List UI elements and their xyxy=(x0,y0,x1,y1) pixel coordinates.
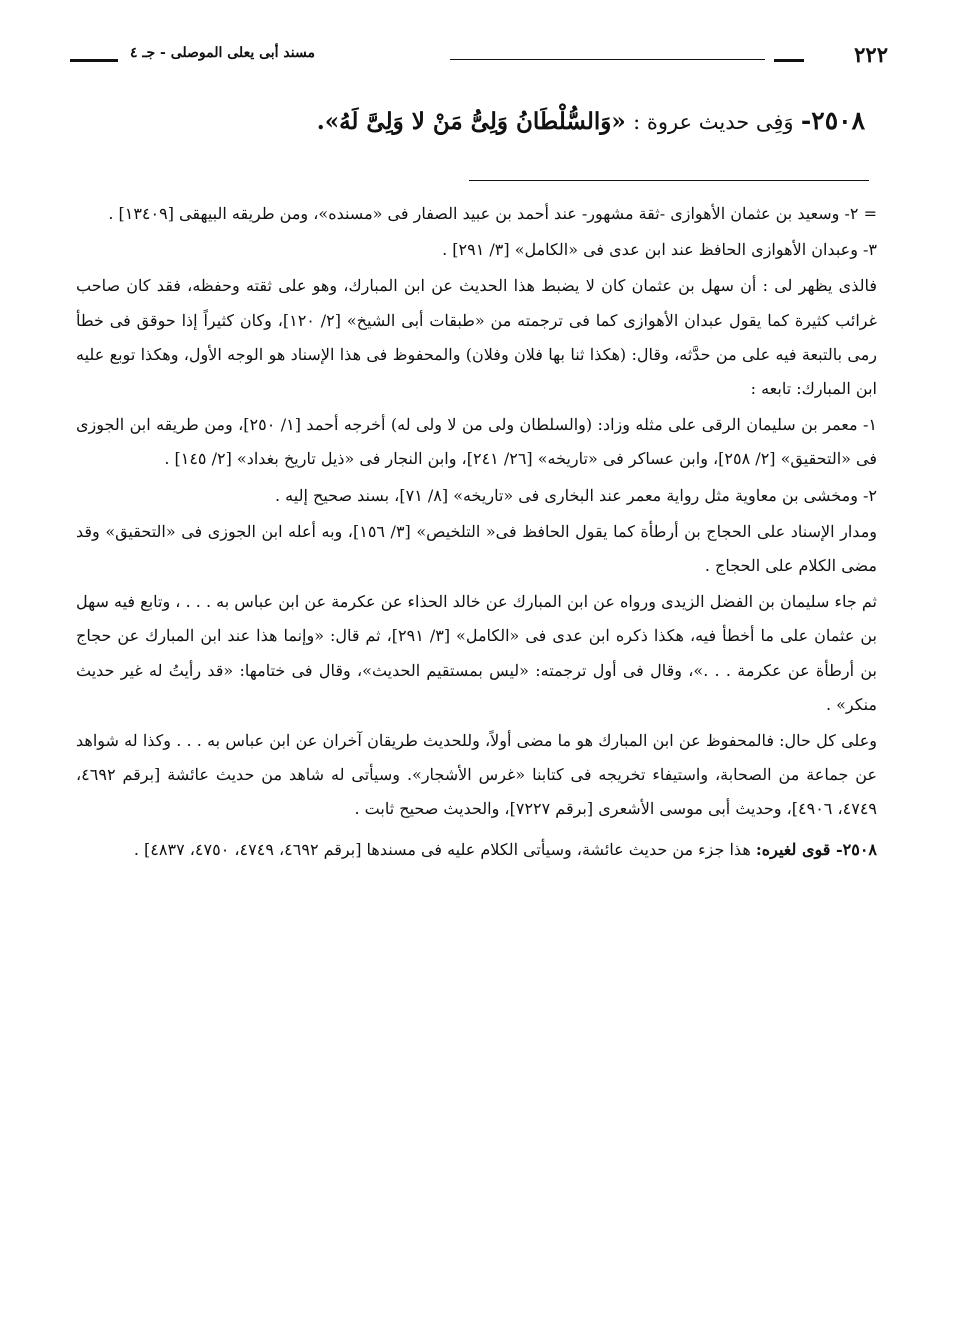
footnote-paragraph: ٣- وعبدان الأهوازى الحافظ عند ابن عدى فى «الكامل» [٣/ ٢٩١] . xyxy=(442,240,877,260)
footnote-paragraph: فالذى يظهر لى : أن سهل بن عثمان كان لا يضبط هذا الحديث عن ابن المبارك، وهو على ثقته وحفظه، فقد كان صاحب غرائب كثيرة كما يقول عبدان الأهوازى كما فى ترجمته من «طبقات أبى الشيخ» [٢/ ١٢٠]، وكان كثيراً إذا حوقق فى خطأ رمى بالتبعة فيه على من حدَّثه، وقال: (هكذا ثنا بها فلان وفلان) والمحفوظ فى هذا الإسناد هو الوجه الأول، وهكذا توبع عليه ابن المبارك: تابعه : xyxy=(76,276,878,399)
grading-text: هذا جزء من حديث عائشة، وسيأتى الكلام عليه فى مسندها [برقم ٤٦٩٢، ٤٧٤٩، ٤٧٥٠، ٤٨٣٧] . xyxy=(133,839,751,859)
footnote-paragraph: = ٢- وسعيد بن عثمان الأهوازى -ثقة مشهور- عند أحمد بن عبيد الصفار فى «مسنده»، ومن طريقه البيهقى [١٣٤٠٩] . xyxy=(108,204,877,223)
grading-label: ٢٥٠٨- قوى لغيره: xyxy=(755,839,877,859)
hadith-number: ٢٥٠٨- xyxy=(800,106,865,135)
footnote-separator xyxy=(469,180,869,181)
footnotes xyxy=(76,197,877,869)
running-header xyxy=(70,38,888,74)
page-number: ٢٢٢ xyxy=(854,42,888,67)
footnote-paragraph: ١- معمر بن سليمان الرقى على مثله وزاد: (والسلطان ولى من لا ولى له) أخرجه أحمد [١/ ٢٥٠]، ومن طريقه ابن الجوزى فى «التحقيق» [٢/ ٢٥٨]، وابن عساكر فى «تاريخه» [٢٦/ ٢٤١]، وابن النجار فى «ذيل تاريخ بغداد» [٢/ ١٤٥] . xyxy=(76,415,877,469)
header-dash-right xyxy=(774,59,804,62)
header-dash-left xyxy=(70,59,118,62)
hadith-intro: وَفِى حديث عروة : xyxy=(633,110,794,134)
footnote-paragraph: ثم جاء سليمان بن الفضل الزيدى ورواه عن ابن المبارك عن خالد الحذاء عن عكرمة عن ابن عباس به . . . ، وتابع فيه سهل بن عثمان على ما أخطأ فيه، هكذا ذكره ابن عدى فى «الكامل» [٣/ ٢٩١]، ثم قال: «وإنما هذا عند ابن المبارك عن حجاج بن أرطأة عن عكرمة . . .»، وقال فى أول ترجمته: «ليس بمستقيم الحديث»، وقال فى ختامها: «قد رأيتُ له غير حديث منكر» . xyxy=(76,592,877,714)
hadith-entry xyxy=(200,100,865,143)
hadith-text: «وَالسُّلْطَانُ وَلِىُّ مَنْ لا وَلِىَّ لَهُ». xyxy=(316,108,626,135)
footnote-paragraph: ٢- ومخشى بن معاوية مثل رواية معمر عند البخارى فى «تاريخه» [٨/ ٧١]، بسند صحيح إليه . xyxy=(275,485,877,505)
header-rule xyxy=(450,59,765,60)
footnote-paragraph: وعلى كل حال: فالمحفوظ عن ابن المبارك هو ما مضى أولاً، وللحديث طريقان آخران عن ابن عباس به . . . وكذا له شواهد عن جماعة من الصحابة، واستيفاء تخريجه فى كتابنا «غرس الأشجار». وسيأتى له شاهد من حديث عائشة [برقم ٤٦٩٢، ٤٧٤٩، ٤٩٠٦]، وحديث أبى موسى الأشعرى [برقم ٧٢٢٧]، والحديث صحيح ثابت . xyxy=(76,731,878,819)
footnote-paragraph: ومدار الإسناد على الحجاج بن أرطأة كما يقول الحافظ فى« التلخيص» [٣/ ١٥٦]، وبه أعله ابن الجوزى فى «التحقيق» وقد مضى الكلام على الحجاج . xyxy=(76,521,877,576)
running-title: مسند أبى يعلى الموصلى - جـ ٤ xyxy=(130,45,315,61)
grading-note xyxy=(76,833,877,867)
